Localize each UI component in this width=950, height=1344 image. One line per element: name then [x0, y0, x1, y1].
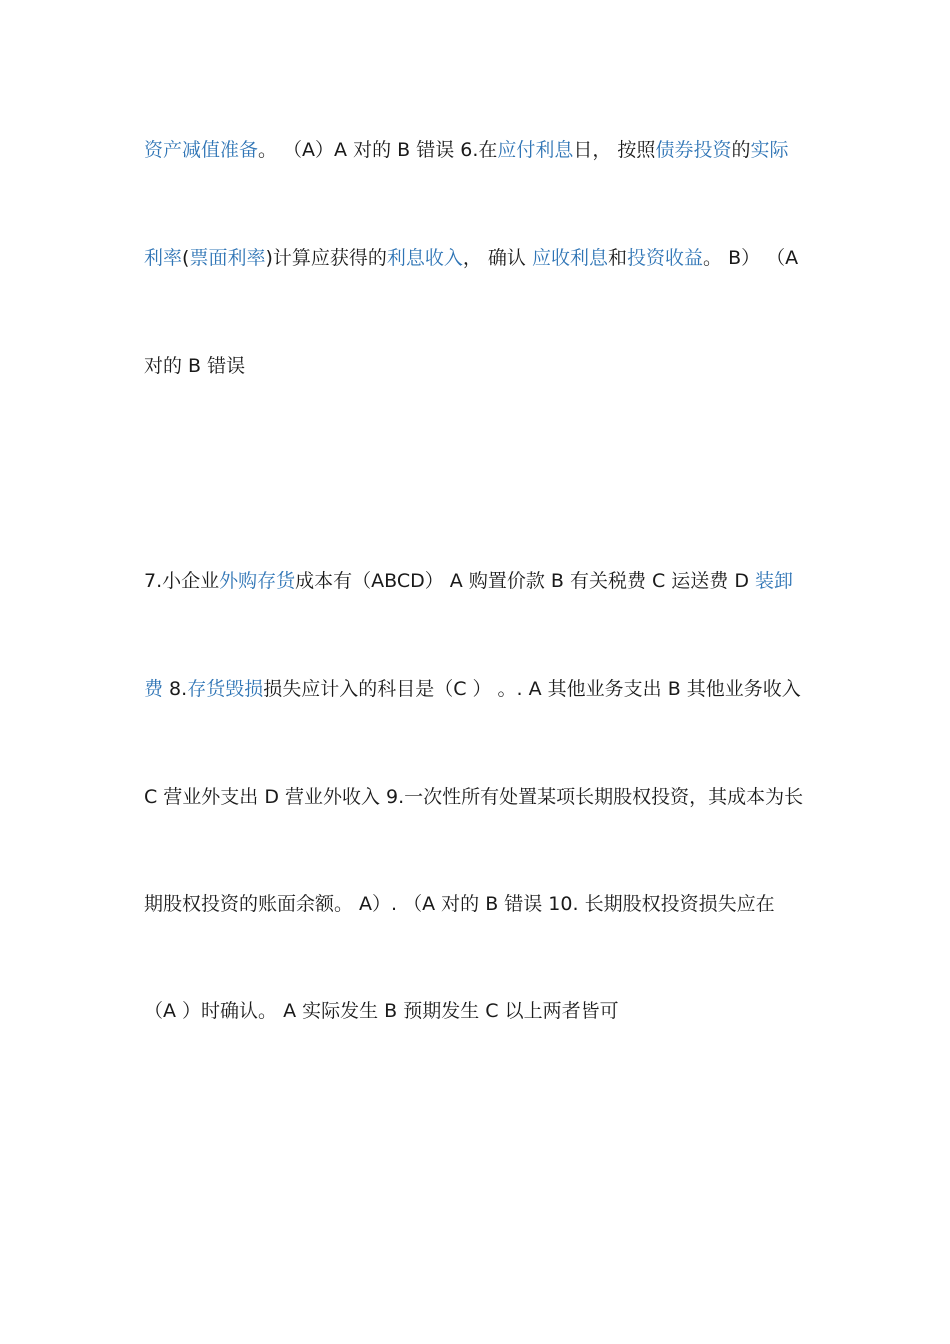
text-run: 损失应计入的科目是（C ） 。. A 其他业务支出 B 其他业务收入 [263, 678, 801, 700]
text-line-4 [144, 568, 814, 594]
text-run: 。 B） （A [703, 247, 799, 269]
glossary-link[interactable]: 利率 [144, 247, 183, 269]
text-line-3 [144, 353, 814, 379]
text-run: )计算应获得的 [265, 247, 387, 269]
text-line-5 [144, 676, 814, 702]
text-run: 成本有（ABCD） A 购置价款 B 有关税费 C 运送费 D [295, 570, 755, 592]
glossary-link[interactable]: 实际 [750, 139, 789, 161]
glossary-link[interactable]: 资产减值准备 [144, 139, 259, 161]
text-run: （A ）时确认。 A 实际发生 B 预期发生 C 以上两者皆可 [144, 1000, 619, 1022]
glossary-link[interactable]: 票面利率 [189, 247, 266, 269]
text-line-2 [144, 245, 814, 271]
glossary-link[interactable]: 债券投资 [655, 139, 732, 161]
text-run: 7.小企业 [144, 570, 220, 592]
text-run: 的 [731, 139, 751, 161]
text-line-7 [144, 891, 814, 917]
glossary-link[interactable]: 应收利息 [531, 247, 608, 269]
text-run: 和 [608, 247, 628, 269]
text-line-1 [144, 137, 814, 163]
glossary-link[interactable]: 应付利息 [497, 139, 574, 161]
glossary-link[interactable]: 存货毁损 [187, 678, 264, 700]
text-run: ， 确认 [462, 247, 532, 269]
text-run: 8. [163, 678, 188, 700]
text-line-6 [144, 784, 814, 810]
text-run: ( [182, 247, 190, 269]
glossary-link[interactable]: 利息收入 [386, 247, 463, 269]
glossary-link[interactable]: 投资收益 [627, 247, 704, 269]
text-run: 期股权投资的账面余额。 A）. （A 对的 B 错误 10. 长期股权投资损失应在 [144, 893, 775, 915]
glossary-link[interactable]: 费 [144, 678, 164, 700]
glossary-link[interactable]: 外购存货 [219, 570, 296, 592]
glossary-link[interactable]: 装卸 [755, 570, 794, 592]
text-run: C 营业外支出 D 营业外收入 9.一次性所有处置某项长期股权投资，其成本为长 [144, 786, 804, 808]
text-run: 日， 按照 [573, 139, 656, 161]
text-run: 。 （A）A 对的 B 错误 6.在 [258, 139, 498, 161]
text-line-8 [144, 998, 814, 1024]
text-run: 对的 B 错误 [144, 355, 246, 377]
